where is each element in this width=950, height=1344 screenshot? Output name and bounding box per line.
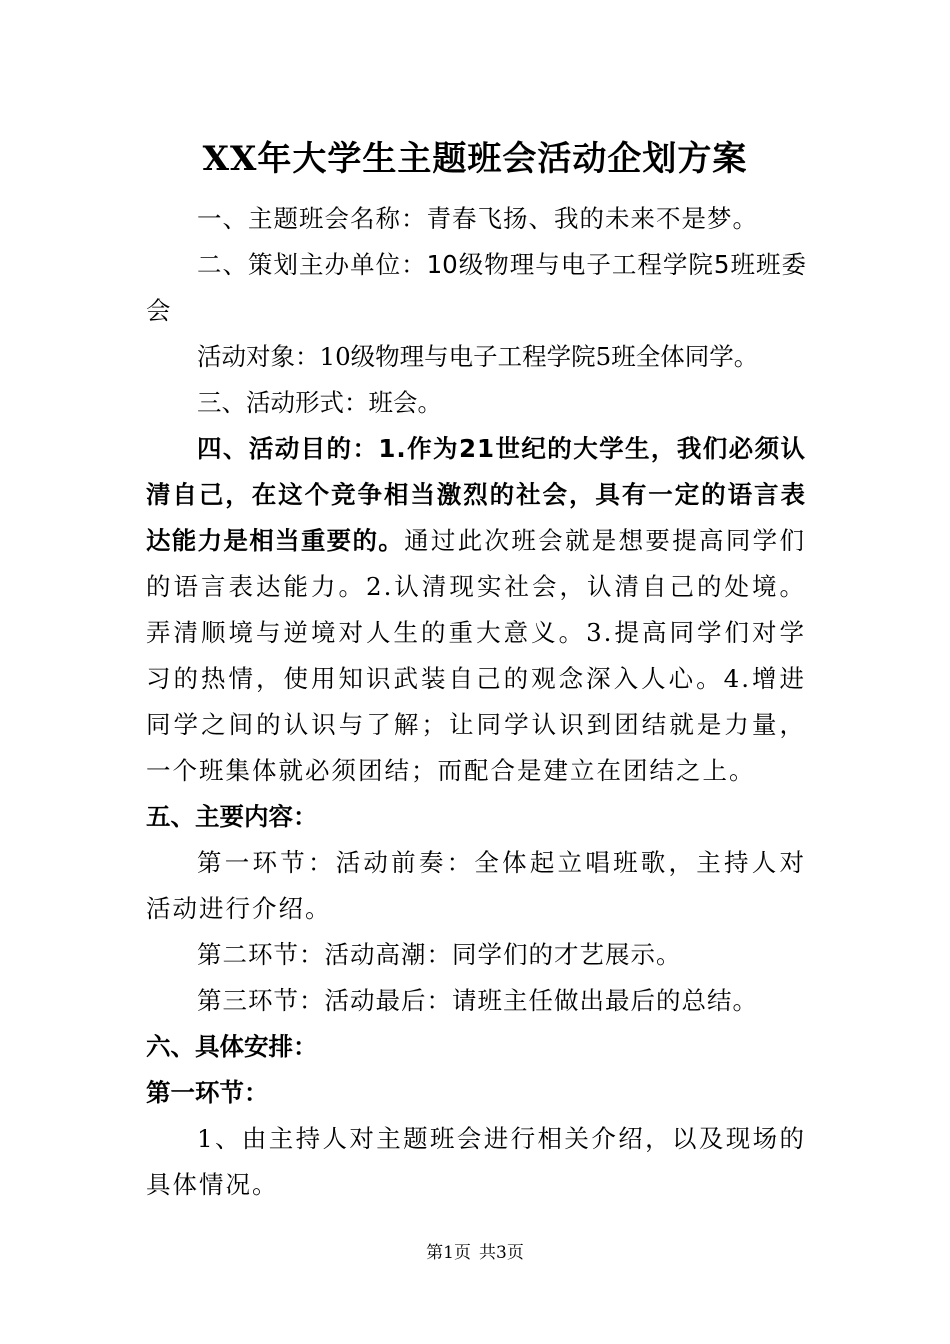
heading-first-stage: 第一环节： xyxy=(146,1078,269,1107)
paragraph-organizer: 二、策划主办单位：10级物理与电子工程学院5班班委会 xyxy=(146,250,806,325)
paragraph-host-intro: 1、由主持人对主题班会进行相关介绍，以及现场的具体情况。 xyxy=(146,1124,806,1199)
document-body xyxy=(146,196,806,1208)
document-title: XX年大学生主题班会活动企划方案 xyxy=(202,139,748,179)
paragraph-audience: 活动对象：10级物理与电子工程学院5班全体同学。 xyxy=(197,342,759,371)
purpose-regular-text: 通过此次班会就是想要提高同学们的语言表达能力。2.认清现实社会，认清自己的处境。弄清顺境与逆境对人生的重大意义。3.提高同学们对学习的热情，使用知识武装自己的观念深入人心。4.增进同学之间的认识与了解；让同学认识到团结就是力量，一个班集体就必须团结；而配合是建立在团结之上。 xyxy=(146,526,806,785)
page-number-total: 共3页 xyxy=(479,1243,524,1263)
paragraph-purpose xyxy=(146,426,806,794)
purpose-bold-text: 四、活动目的：1.作为21世纪的大学生，我们必须认清自己，在这个竞争相当激烈的社会，具有一定的语言表达能力是相当重要的。 xyxy=(146,434,806,555)
page-footer xyxy=(0,1240,950,1266)
paragraph-stage-two: 第二环节：活动高潮：同学们的才艺展示。 xyxy=(197,940,682,969)
page-number-current: 第1页 xyxy=(426,1243,471,1263)
paragraph-format: 三、活动形式：班会。 xyxy=(197,388,442,417)
paragraph-stage-one: 第一环节：活动前奏：全体起立唱班歌，主持人对活动进行介绍。 xyxy=(146,848,806,923)
paragraph-theme-name: 一、主题班会名称：青春飞扬、我的未来不是梦。 xyxy=(197,204,758,233)
heading-arrangement: 六、具体安排： xyxy=(146,1032,318,1061)
heading-main-content: 五、主要内容： xyxy=(146,802,318,831)
paragraph-stage-three: 第三环节：活动最后：请班主任做出最后的总结。 xyxy=(197,986,758,1015)
